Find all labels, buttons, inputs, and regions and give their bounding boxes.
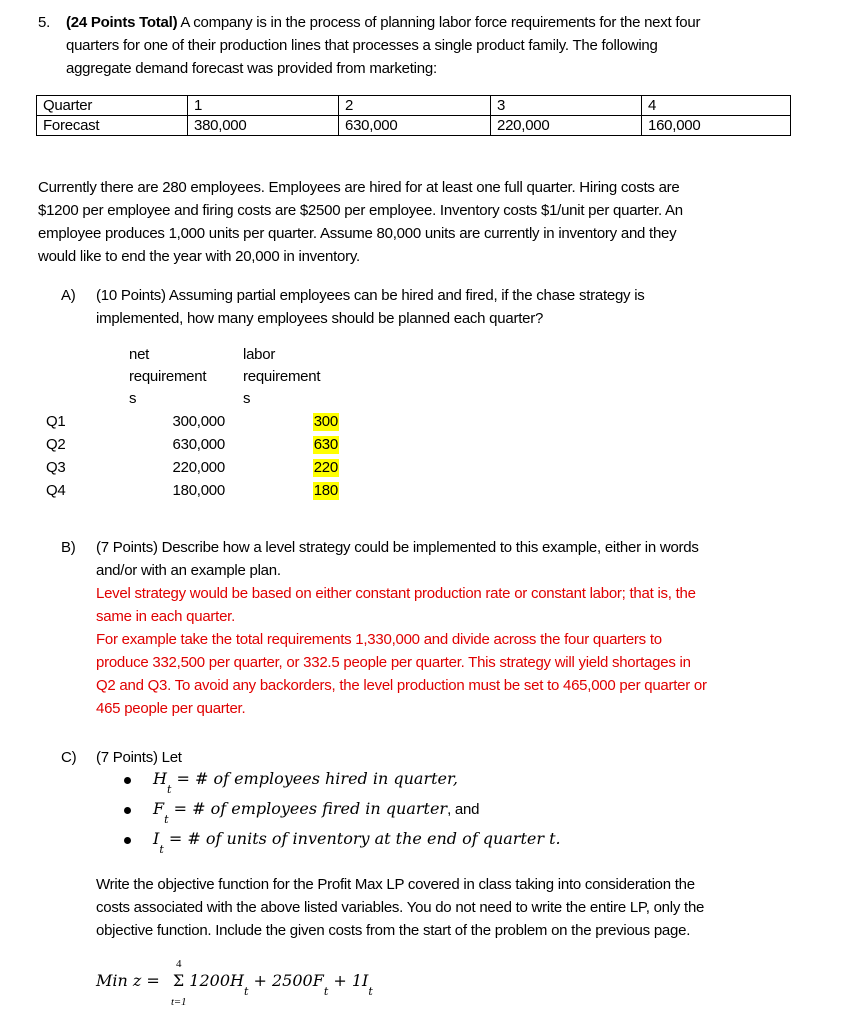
sigma-symbol: Σ [172,971,185,990]
part-c-label: C) [61,749,77,766]
bullet-icon [124,807,131,814]
var: I [153,829,160,848]
question-intro-line-1 [66,14,700,32]
table-cell: Forecast [37,116,188,136]
term-hire: 1200H [184,971,244,990]
net-header: requirement [129,368,207,385]
net-header: net [129,346,150,363]
answer-line: Q2 and Q3. To avoid any backorders, the level production must be set to 465,000 per quarter or [96,677,707,694]
part-b-label: B) [61,539,76,556]
part-b-line: (7 Points) Describe how a level strategy could be implemented to this example, either in words [96,539,699,556]
context-line: Currently there are 280 employees. Employees are hired for at least one full quarter. Hiring costs are [38,179,680,196]
quarter-label: Q3 [46,459,66,476]
table-cell: 630,000 [339,116,491,136]
table-cell: 3 [491,96,642,116]
labor-value: 300 [313,413,338,430]
subscript: t [164,813,169,826]
labor-header: labor [243,346,276,363]
answer-line: For example take the total requirements 1,330,000 and divide across the four quarters to [96,631,662,648]
sum-upper-limit: 4 [176,958,182,970]
table-cell: 160,000 [642,116,791,136]
part-b-line: and/or with an example plan. [96,562,281,579]
table-cell: 4 [642,96,791,116]
intro-text: A company is in the process of planning labor force requirements for the next four [180,14,701,31]
labor-value: 180 [313,482,338,499]
term-inventory: + 1I [328,971,369,990]
variable-definition-f [153,799,480,826]
table-header-row [37,96,791,116]
part-a-line: (10 Points) Assuming partial employees can be hired and fired, if the chase strategy is [96,287,645,304]
answer-line: 465 people per quarter. [96,700,246,717]
subscript: t [368,985,373,998]
definition: = # of employees fired in quarter [168,799,448,818]
part-c-line: costs associated with the above listed variables. You do not need to write the entire LP, only the [96,899,705,916]
quarter-label: Q1 [46,413,66,430]
tail: , and [447,801,480,818]
answer-line: Level strategy would be based on either constant production rate or constant labor; that is, the [96,585,696,602]
question-intro-line-3: aggregate demand forecast was provided from marketing: [66,60,437,77]
net-value: 300,000 [172,413,225,430]
part-a-label: A) [61,287,76,304]
question-number: 5. [38,14,51,31]
subscript: t [166,783,172,796]
labor-value: 630 [313,436,338,453]
subscript: t [323,985,329,998]
table-row [37,116,791,136]
part-c-line: objective function. Include the given costs from the start of the problem on the previous page. [96,922,691,939]
net-value: 630,000 [172,436,225,453]
labor-header: s [243,390,251,407]
var: H [153,769,167,788]
context-line: would like to end the year with 20,000 in inventory. [38,248,360,265]
table-cell: 1 [188,96,339,116]
var: F [153,799,165,818]
net-header: s [129,390,137,407]
context-line: employee produces 1,000 units per quarter. Assume 80,000 units are currently in inventory and they [38,225,677,242]
table-cell: 2 [339,96,491,116]
subscript: t [159,843,164,856]
table-cell: Quarter [37,96,188,116]
bullet-icon [124,777,131,784]
question-points: (24 Points Total) [66,14,178,31]
quarter-label: Q2 [46,436,66,453]
forecast-table [36,95,791,136]
context-line: $1200 per employee and firing costs are $2500 per employee. Inventory costs $1/unit per quarter. An [38,202,683,219]
net-value: 220,000 [172,459,225,476]
table-cell: 380,000 [188,116,339,136]
definition: = # of units of inventory at the end of quarter t. [163,829,561,848]
term-fire: + 2500F [248,971,324,990]
answer-line: same in each quarter. [96,608,236,625]
part-c-line: Write the objective function for the Profit Max LP covered in class taking into consideration the [96,876,695,893]
labor-value: 220 [313,459,338,476]
answer-line: produce 332,500 per quarter, or 332.5 people per quarter. This strategy will yield shortages in [96,654,691,671]
table-cell: 220,000 [491,116,642,136]
net-value: 180,000 [172,482,225,499]
formula-lhs: Min z = [96,971,165,990]
formula-line [96,971,373,998]
sum-lower-limit: t=1 [171,996,187,1008]
question-intro-line-2: quarters for one of their production lines that processes a single product family. The following [66,37,658,54]
variable-definition-h [153,769,458,796]
labor-header: requirement [243,368,321,385]
quarter-label: Q4 [46,482,66,499]
part-a-line: implemented, how many employees should be planned each quarter? [96,310,544,327]
part-c-intro: (7 Points) Let [96,749,182,766]
definition: = # of employees hired in quarter, [171,769,458,788]
variable-definition-i [153,829,561,856]
bullet-icon [124,837,131,844]
subscript: t [243,985,249,998]
